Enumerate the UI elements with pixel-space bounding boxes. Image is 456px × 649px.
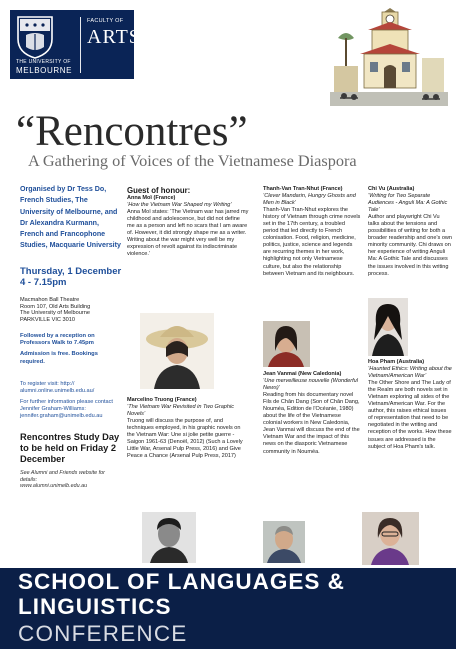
venue-line: Macmahon Ball Theatre — [20, 296, 80, 303]
speaker-name: Thanh-Van Tran-Nhut (France) — [263, 186, 343, 192]
portrait-hoa-pham — [362, 512, 419, 565]
speaker-name: Chi Vu (Australia) — [368, 186, 415, 192]
register-label: To register visit: http:// — [20, 380, 75, 387]
venue-line: PARKVILLE VIC 3010 — [20, 317, 75, 324]
speaker-bio: The Other Shore and The Lady of the Realm are both novels set in Vietnam exploring all sides of the Vietnam/American War. For the author, this raises ethical issues of representation that need to be negotiated in the writing and reception of the works. How these issues are addressed is the subject of Hoa Pham's talk. — [368, 380, 452, 450]
alumni-link[interactable]: www.alumni.unimelb.edu.au — [20, 483, 88, 490]
portrait-jean-vanmai — [263, 521, 305, 563]
event-date: Thursday, 1 December — [20, 265, 122, 277]
study-day-notice: Rencontres Study Day to be held on Friday 2 December — [20, 431, 120, 464]
event-subtitle: A Gathering of Voices of the Vietnamese Diaspora — [28, 151, 357, 170]
speaker-name: Marcelino Truong (France) — [127, 397, 197, 403]
event-datetime — [20, 266, 122, 288]
talk-title: ‘Une merveilleuse nouvelle (Wonderful News)’ — [263, 378, 358, 392]
talk-title: ‘The Vietnam War Revisited in Two Graphic Novels’ — [127, 404, 234, 418]
registration-info — [20, 381, 122, 395]
contact-label: For further information please contact — [20, 398, 113, 405]
alumni-website-info — [20, 470, 122, 490]
portrait-anna-moi — [140, 313, 214, 389]
talk-title: ‘How the Vietnam War Shaped my Writing’ — [127, 202, 232, 209]
speaker-name: Anna Moï (France) — [127, 195, 176, 201]
event-details-column — [20, 184, 122, 490]
contact-email-link[interactable]: jennifer.graham@unimelb.edu.au — [20, 412, 103, 419]
banner-school-name: SCHOOL OF LANGUAGES & — [18, 569, 345, 594]
speaker-bio: Thanh-Van Tran-Nhut explores the history of Vietnam through crime novels set in the 17th century, a troubled period that led directly to French colonisation. Food, religion, medicine, politics, justice, science and legends are recurring themes in her work, highlighting not only Vietnamese culture, but also the relationship between Vietnam and its neighbours. — [263, 207, 361, 277]
talk-title: ‘Haunted Ethics: Writing about the Vietnam/American War’ — [368, 366, 452, 380]
organisers-text: Organised by Dr Tess Do, French Studies, The University of Melbourne, and Dr Alexandra Kurmann, French and Francophone Studies, Macquarie University — [20, 185, 121, 250]
venue-line: The University of Melbourne — [20, 310, 90, 317]
speaker-jean-vanmai — [263, 371, 361, 456]
talk-title: ‘Writing for Two Separate Audiences - Anguli Ma: A Gothic Tale’ — [368, 193, 448, 214]
venue-address — [20, 297, 122, 324]
guests-heading: Guest of honour: — [127, 186, 191, 195]
speaker-bio: Author and playwright Chi Vu talks about the tensions and possibilities of writing for both a broader readership and one's own minority community. Chi draws on her experience of writing Anguli Ma: A Gothic Tale and discusses the issues involved in this writing process. — [368, 214, 453, 277]
speaker-bio: Reading from his documentary novel Fils de Chân Dang (Son of Chân Dang, Nouméa, Edition de l'Océanie, 1980) about the life of the Vietnamese colonial workers in New Caledonia, Jean Vanmai will discuss the end of the Vietnam War and the impact of this news on the diasporic Vietnamese community in Nouméa. — [263, 392, 360, 455]
speaker-name: Hoa Pham (Australia) — [368, 359, 425, 365]
alumni-label: See Alumni and Friends website for details: — [20, 469, 105, 483]
speaker-name: Jean Vanmai (New Caledonia) — [263, 371, 342, 377]
register-link[interactable]: alumni.online.unimelb.edu.au/ — [20, 387, 95, 394]
temple-illustration — [330, 8, 448, 106]
banner-conference-label: CONFERENCE — [18, 621, 188, 646]
logo-divider — [80, 17, 81, 73]
event-title: “Rencontres” — [16, 108, 248, 155]
speaker-hoa-pham — [368, 359, 452, 451]
speaker-marcelino-truong — [127, 397, 249, 460]
speaker-anna-moi — [127, 195, 249, 258]
university-line-2: MELBOURNE — [16, 66, 73, 75]
speaker-thanh-van-tran-nhut — [263, 186, 361, 278]
reception-note: Followed by a reception on Professors Walk to 7.45pm — [20, 332, 95, 347]
university-logo — [10, 10, 141, 79]
faculty-label: FACULTY OF — [87, 18, 124, 24]
contact-info — [20, 399, 122, 420]
talk-title: ‘Clever Mandarin, Hungry Ghosts and Men in Black’ — [263, 193, 356, 207]
faculty-name: ARTS — [87, 26, 141, 48]
contact-name: Jennifer Graham-Williams: — [20, 405, 86, 412]
venue-line: Room 107, Old Arts Building — [20, 303, 91, 310]
admission-note: Admission is free. Bookings required. — [20, 351, 98, 365]
crest-icon — [16, 15, 54, 59]
event-time: 4 - 7.15pm — [20, 276, 67, 288]
speaker-chi-vu — [368, 186, 452, 278]
speaker-bio: Truong will discuss the purpose of, and techniques employed, in his graphic novels on the Vietnam War: Une si jolie petite guerre - Saigon 1961-63 (Denoël, 2012) (Such a Lovely Little War, Arsenal Pulp Press, 2016) and Give Peace a Chance (Arsenal Pulp Press, 2017) — [127, 418, 243, 460]
banner-school-name-cont: LINGUISTICS — [18, 594, 172, 619]
portrait-thanh-van-tran-nhut — [263, 321, 310, 367]
portrait-marcelino-truong — [142, 512, 196, 563]
university-line-1: THE UNIVERSITY OF — [16, 59, 71, 65]
portrait-chi-vu — [368, 298, 408, 356]
speaker-bio: Anna Moï states: ‘The Vietnam war has jarred my childhood and adolescence, but did not define me as a person and left no scars that I am aware of. However, it did strongly shape me as a writer. Writing about the war might very well be my expression of revolt against its indiscriminate violence.’ — [127, 209, 249, 258]
